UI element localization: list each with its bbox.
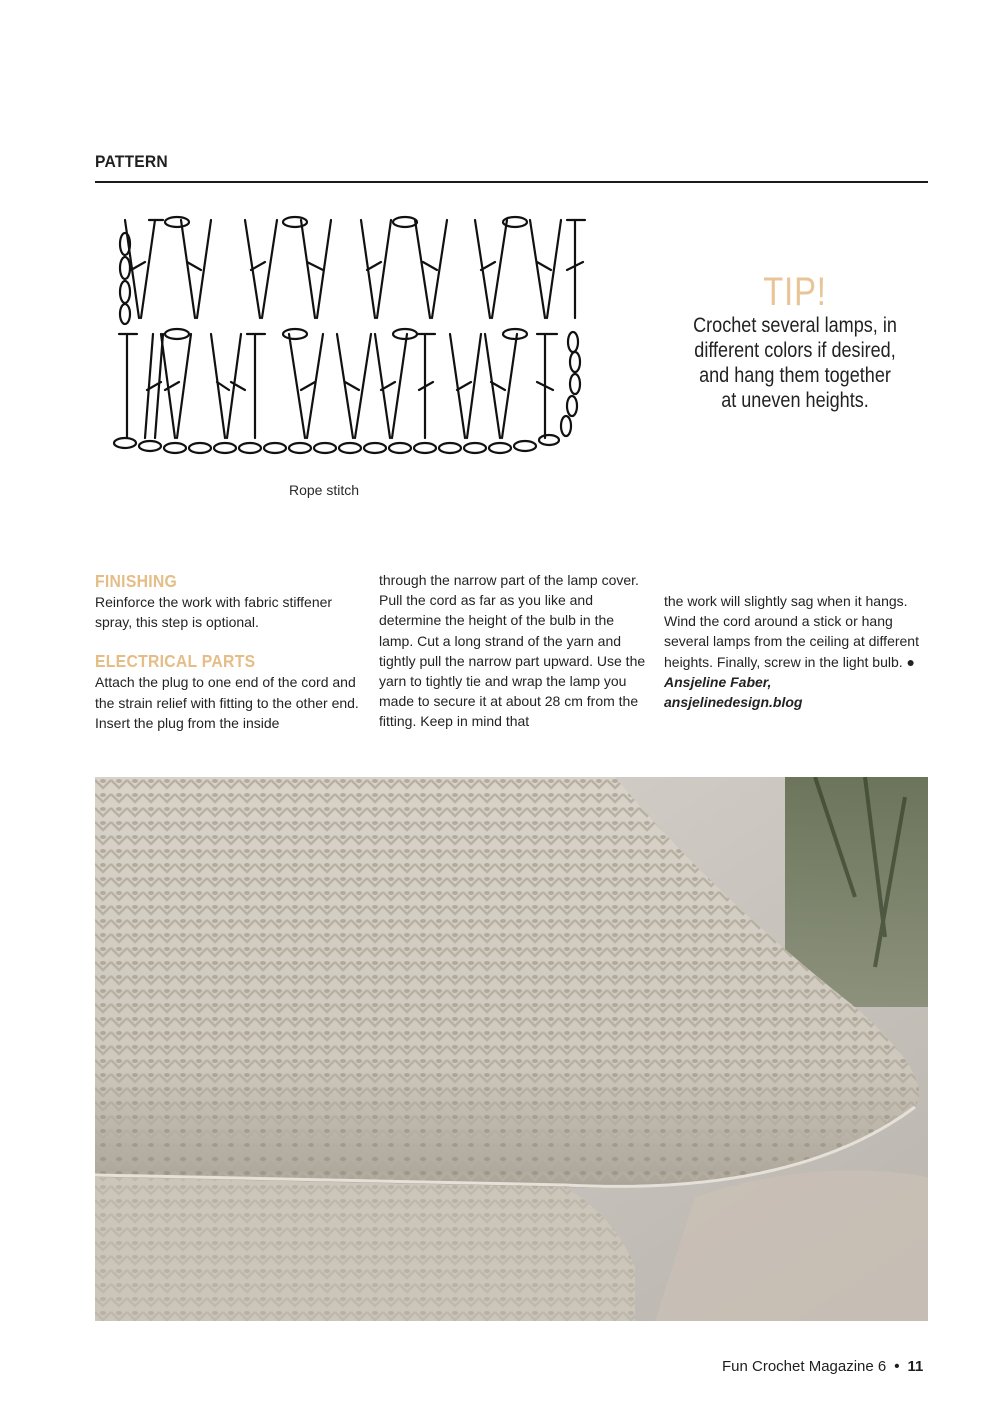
page-number: 11 xyxy=(907,1358,924,1375)
magazine-name: Fun Crochet Magazine 6 xyxy=(722,1358,887,1375)
tip-title: TIP! xyxy=(763,270,827,314)
page-footer xyxy=(722,1358,923,1375)
text-column-2 xyxy=(379,570,649,732)
section-title: PATTERN xyxy=(95,152,168,171)
row-2-stitches xyxy=(125,217,585,318)
text-column-1 xyxy=(95,570,365,733)
tip-line: at uneven heights. xyxy=(721,389,869,412)
crochet-chart xyxy=(105,210,600,465)
tip-line: different colors if desired, xyxy=(694,339,896,362)
tip-text xyxy=(688,313,903,413)
finishing-text: Reinforce the work with fabric stiffener spray, this step is optional. xyxy=(95,594,333,631)
electrical-text-part-2: through the narrow part of the lamp cover. Pull the cord as far as you like and determine the height of the bulb in the lamp. Cut a long strand of the yarn and tightly pull the narrow part upward. Use the yarn to tightly tie and wrap the lamp you made to secure it at about 28 cm from the fitting. Keep in mind that xyxy=(379,572,646,730)
section-divider xyxy=(95,181,928,183)
electrical-heading: ELECTRICAL PARTS xyxy=(95,651,256,672)
separator-dot: • xyxy=(894,1358,900,1375)
finishing-heading: FINISHING xyxy=(95,571,178,591)
author-name: Ansjeline Faber, xyxy=(664,673,772,690)
diagram-caption: Rope stitch xyxy=(289,482,360,498)
author-website: ansjelinedesign.blog xyxy=(664,694,803,711)
crochet-lamp-photo xyxy=(95,777,928,1321)
text-column-3 xyxy=(664,591,934,712)
electrical-text-part-3: the work will slightly sag when it hangs. Wind the cord around a stick or hang several lamps from the ceiling at different heights. Finally, screw in the light bulb. ● xyxy=(664,593,919,670)
electrical-text-part-1: Attach the plug to one end of the cord and the strain relief with fitting to the other end. Insert the plug from the inside xyxy=(95,674,359,731)
tip-line: Crochet several lamps, in xyxy=(693,314,897,337)
tip-line: and hang them together xyxy=(699,364,891,387)
row-1-stitches xyxy=(119,329,557,438)
